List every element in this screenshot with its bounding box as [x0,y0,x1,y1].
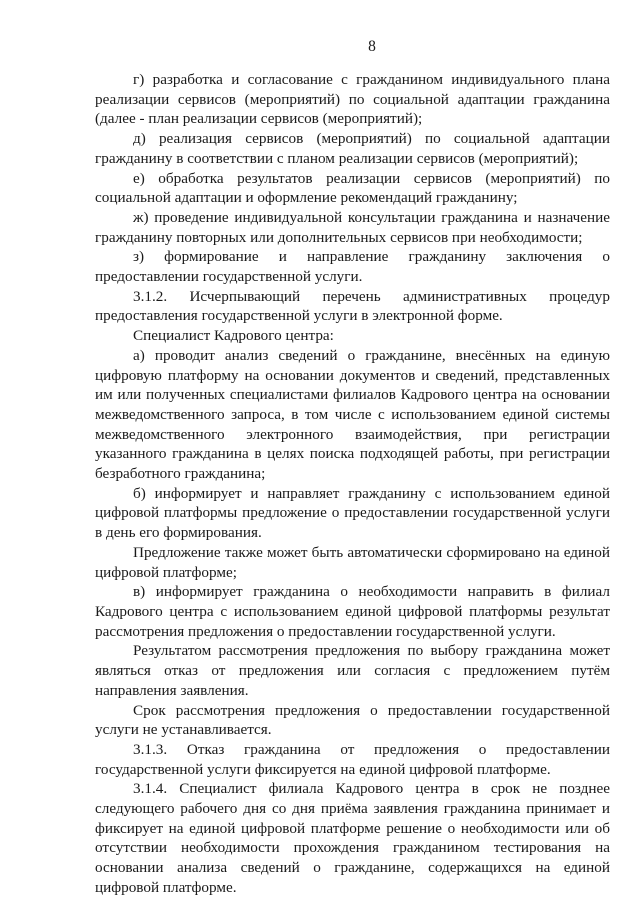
document-body [95,70,610,898]
paragraph-specialist-intro: Специалист Кадрового центра: [133,327,334,345]
page-number: 8 [368,38,376,55]
paragraph-item-z: з) формирование и направление гражданину заключения о предоставлении государственной услуги. [95,248,610,286]
paragraph-item-v: в) информирует гражданина о необходимости направить в филиал Кадрового центра с использованием единой цифровой платформы результат рассмотрения предложения о предоставлении государственной услуги. [95,583,610,640]
paragraph-item-d: д) реализация сервисов (мероприятий) по социальной адаптации гражданину в соответствии с планом реализации сервисов (мероприятий); [95,130,610,167]
paragraph-auto-formed: Предложение также может быть автоматически сформировано на единой цифровой платформе; [95,543,610,581]
paragraph-section-3-1-4: 3.1.4. Специалист филиала Кадрового центра в срок не позднее следующего рабочего дня со дня приёма заявления гражданина принимает и фиксирует на единой цифровой платформе решение о необходимости или об отсутствии необходимости прохождения гражданином тестирования на основании анализа сведений о гражданине, содержащихся на единой цифровой платформе. [95,780,610,896]
paragraph-term: Срок рассмотрения предложения о предоставлении государственной услуги не устанавливается. [95,701,610,739]
paragraph-section-3-1-2: 3.1.2. Исчерпывающий перечень административных процедур предоставления государственной услуги в электронной форме. [95,287,610,325]
paragraph-item-a: а) проводит анализ сведений о гражданине, внесённых на единую цифровую платформу на основании документов и сведений, представленных им или полученных специалистами филиалов Кадрового центра на основании межведомственного запроса, в том числе с использованием единой системы межведомственного электронного взаимодействия, при регистрации указанного гражданина в целях поиска подходящей работы, при регистрации безработного гражданина; [95,346,610,483]
paragraph-item-zh: ж) проведение индивидуальной консультации гражданина и назначение гражданину повторных или дополнительных сервисов при необходимости; [95,208,610,246]
paragraph-result: Результатом рассмотрения предложения по выбору гражданина может являться отказ от предложения или согласия с предложением путём направления заявления. [95,642,610,699]
paragraph-item-e: е) обработка результатов реализации сервисов (мероприятий) по социальной адаптации и оформление рекомендаций гражданину; [95,169,610,207]
paragraph-item-g: г) разработка и согласование с гражданином индивидуального плана реализации сервисов (мероприятий) по социальной адаптации гражданина (далее - план реализации сервисов (мероприятий); [95,71,610,128]
paragraph-section-3-1-3: 3.1.3. Отказ гражданина от предложения о предоставлении государственной услуги фиксируется на единой цифровой платформе. [95,740,610,778]
paragraph-item-b: б) информирует и направляет гражданину с использованием единой цифровой платформы предложение о предоставлении государственной услуги в день его формирования. [95,484,610,542]
